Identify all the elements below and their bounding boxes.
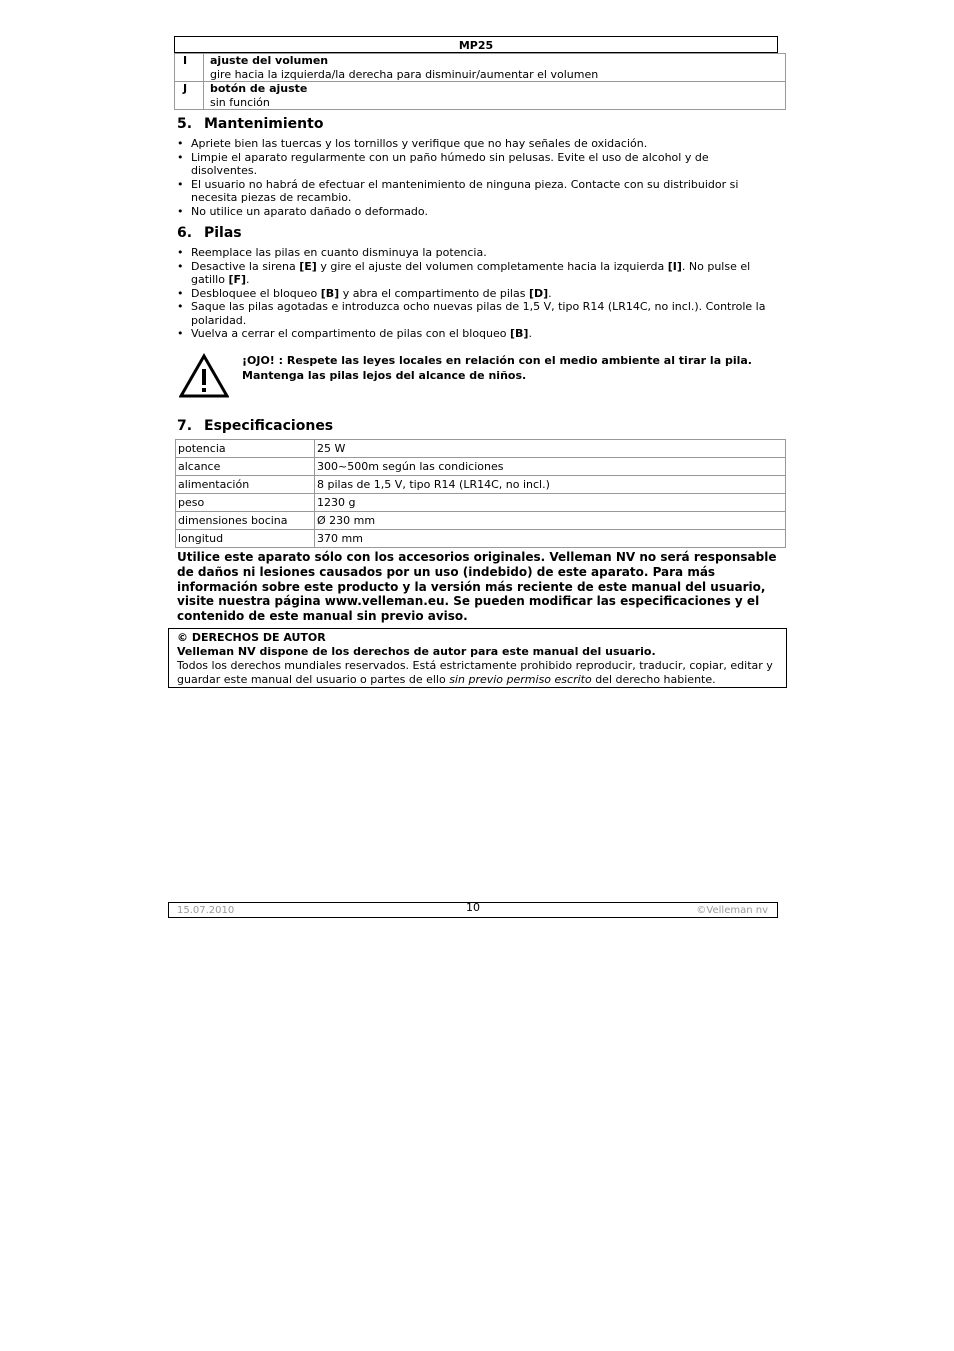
ref-label: [I]	[667, 259, 682, 273]
text-run: y gire el ajuste del volumen completamente hacia la izquierda	[316, 259, 668, 273]
spec-key: peso	[176, 494, 315, 512]
emphasis-text: sin previo permiso escrito	[449, 673, 592, 686]
spec-key: alcance	[176, 458, 315, 476]
spec-key: potencia	[176, 440, 315, 458]
copyright-text	[177, 659, 778, 687]
section-number: 6.	[177, 225, 193, 241]
ref-label: [D]	[528, 286, 549, 300]
footer-date: 15.07.2010	[177, 905, 235, 916]
spec-value: 1230 g	[315, 494, 786, 512]
spec-key: alimentación	[176, 476, 315, 494]
warning-line: Mantenga las pilas lejos del alcance de niños.	[242, 368, 527, 382]
control-letter: I	[175, 54, 204, 82]
batteries-list	[177, 246, 779, 341]
section-title: Mantenimiento	[204, 116, 324, 132]
section-number: 5.	[177, 116, 193, 132]
spec-key: longitud	[176, 530, 315, 548]
footer-copyright: ©Velleman nv	[696, 905, 768, 916]
copyright-title: © DERECHOS DE AUTOR	[177, 631, 326, 644]
section-heading-maintenance	[177, 116, 323, 132]
spec-value: 300~500m según las condiciones	[315, 458, 786, 476]
text-run: .	[246, 273, 250, 286]
table-row	[176, 494, 786, 512]
list-item	[177, 327, 779, 341]
text-run: .	[548, 286, 552, 300]
spec-value: 8 pilas de 1,5 V, tipo R14 (LR14C, no incl.)	[315, 476, 786, 494]
controls-table	[174, 53, 786, 110]
control-letter: J	[175, 82, 204, 110]
text-run: Desactive la sirena	[191, 259, 300, 273]
battery-warning	[242, 354, 782, 383]
spec-value: 25 W	[315, 440, 786, 458]
control-name: ajuste del volumen	[210, 54, 329, 67]
list-item: • El usuario no habrá de efectuar el mantenimiento de ninguna pieza. Contacte con su distribuidor si necesita piezas de recambio.	[177, 178, 777, 205]
list-item: • Reemplace las pilas en cuanto disminuya la potencia.	[177, 246, 779, 260]
maintenance-list	[177, 137, 777, 218]
control-name: botón de ajuste	[210, 82, 308, 95]
text-run: . No pulse el gatillo	[191, 259, 751, 286]
spec-value: Ø 230 mm	[315, 512, 786, 530]
ref-label: [E]	[299, 259, 317, 273]
ref-label: [F]	[228, 273, 247, 286]
table-row	[175, 54, 786, 82]
warning-line: ¡OJO! : Respete las leyes locales en relación con el medio ambiente al tirar la pila.	[242, 354, 752, 367]
section-heading-specs	[177, 418, 333, 434]
section-title: Pilas	[204, 225, 242, 241]
section-number: 7.	[177, 418, 193, 434]
ref-label: [B]	[320, 286, 340, 300]
specs-table	[175, 439, 786, 548]
page-number: 10	[466, 901, 480, 914]
text-run: Vuelva a cerrar el compartimento de pilas con el bloqueo	[191, 327, 510, 340]
list-item	[177, 287, 779, 301]
copyright-box	[168, 628, 787, 688]
ref-label: [B]	[510, 327, 529, 340]
spec-key: dimensiones bocina	[176, 512, 315, 530]
section-heading-batteries	[177, 225, 242, 241]
table-row	[175, 82, 786, 110]
text-run: Desbloquee el bloqueo	[191, 286, 321, 300]
list-item: • Limpie el aparato regularmente con un paño húmedo sin pelusas. Evite el uso de alcohol y de disolventes.	[177, 151, 777, 178]
header-model: MP25	[174, 36, 778, 53]
spec-value: 370 mm	[315, 530, 786, 548]
list-item: • Saque las pilas agotadas e introduzca ocho nuevas pilas de 1,5 V, tipo R14 (LR14C, no incl.). Controle la polaridad.	[177, 300, 779, 327]
table-row	[176, 512, 786, 530]
warning-triangle-icon	[179, 353, 229, 398]
text-run: .	[528, 327, 532, 340]
text-run: y abra el compartimento de pilas	[339, 286, 529, 300]
page-footer	[168, 902, 778, 918]
text-run: del derecho habiente.	[591, 673, 716, 686]
control-cell	[204, 54, 786, 82]
table-row	[176, 530, 786, 548]
text-run: Todos los derechos mundiales reservados. Está estrictamente prohibido reproducir, traducir, copiar, editar y guardar este manual del usuario o partes de ello	[177, 659, 773, 686]
table-row	[176, 458, 786, 476]
control-desc: sin función	[210, 95, 270, 109]
control-desc: gire hacia la izquierda/la derecha para disminuir/aumentar el volumen	[210, 67, 599, 81]
list-item: • No utilice un aparato dañado o deformado.	[177, 205, 777, 219]
control-cell	[204, 82, 786, 110]
table-row	[176, 440, 786, 458]
copyright-subtitle: Velleman NV dispone de los derechos de autor para este manual del usuario.	[177, 645, 656, 658]
list-item	[177, 260, 779, 287]
usage-note: Utilice este aparato sólo con los accesorios originales. Velleman NV no será responsable de daños ni lesiones causados por un uso (indebido) de este aparato. Para más información sobre este producto y la versión más reciente de este manual del usuario, visite nuestra página www.velleman.eu. Se pueden modificar las especificaciones y el contenido de este manual sin previo aviso.	[177, 550, 777, 624]
table-row	[176, 476, 786, 494]
list-item: • Apriete bien las tuercas y los tornillos y verifique que no hay señales de oxidación.	[177, 137, 777, 151]
section-title: Especificaciones	[204, 418, 334, 434]
